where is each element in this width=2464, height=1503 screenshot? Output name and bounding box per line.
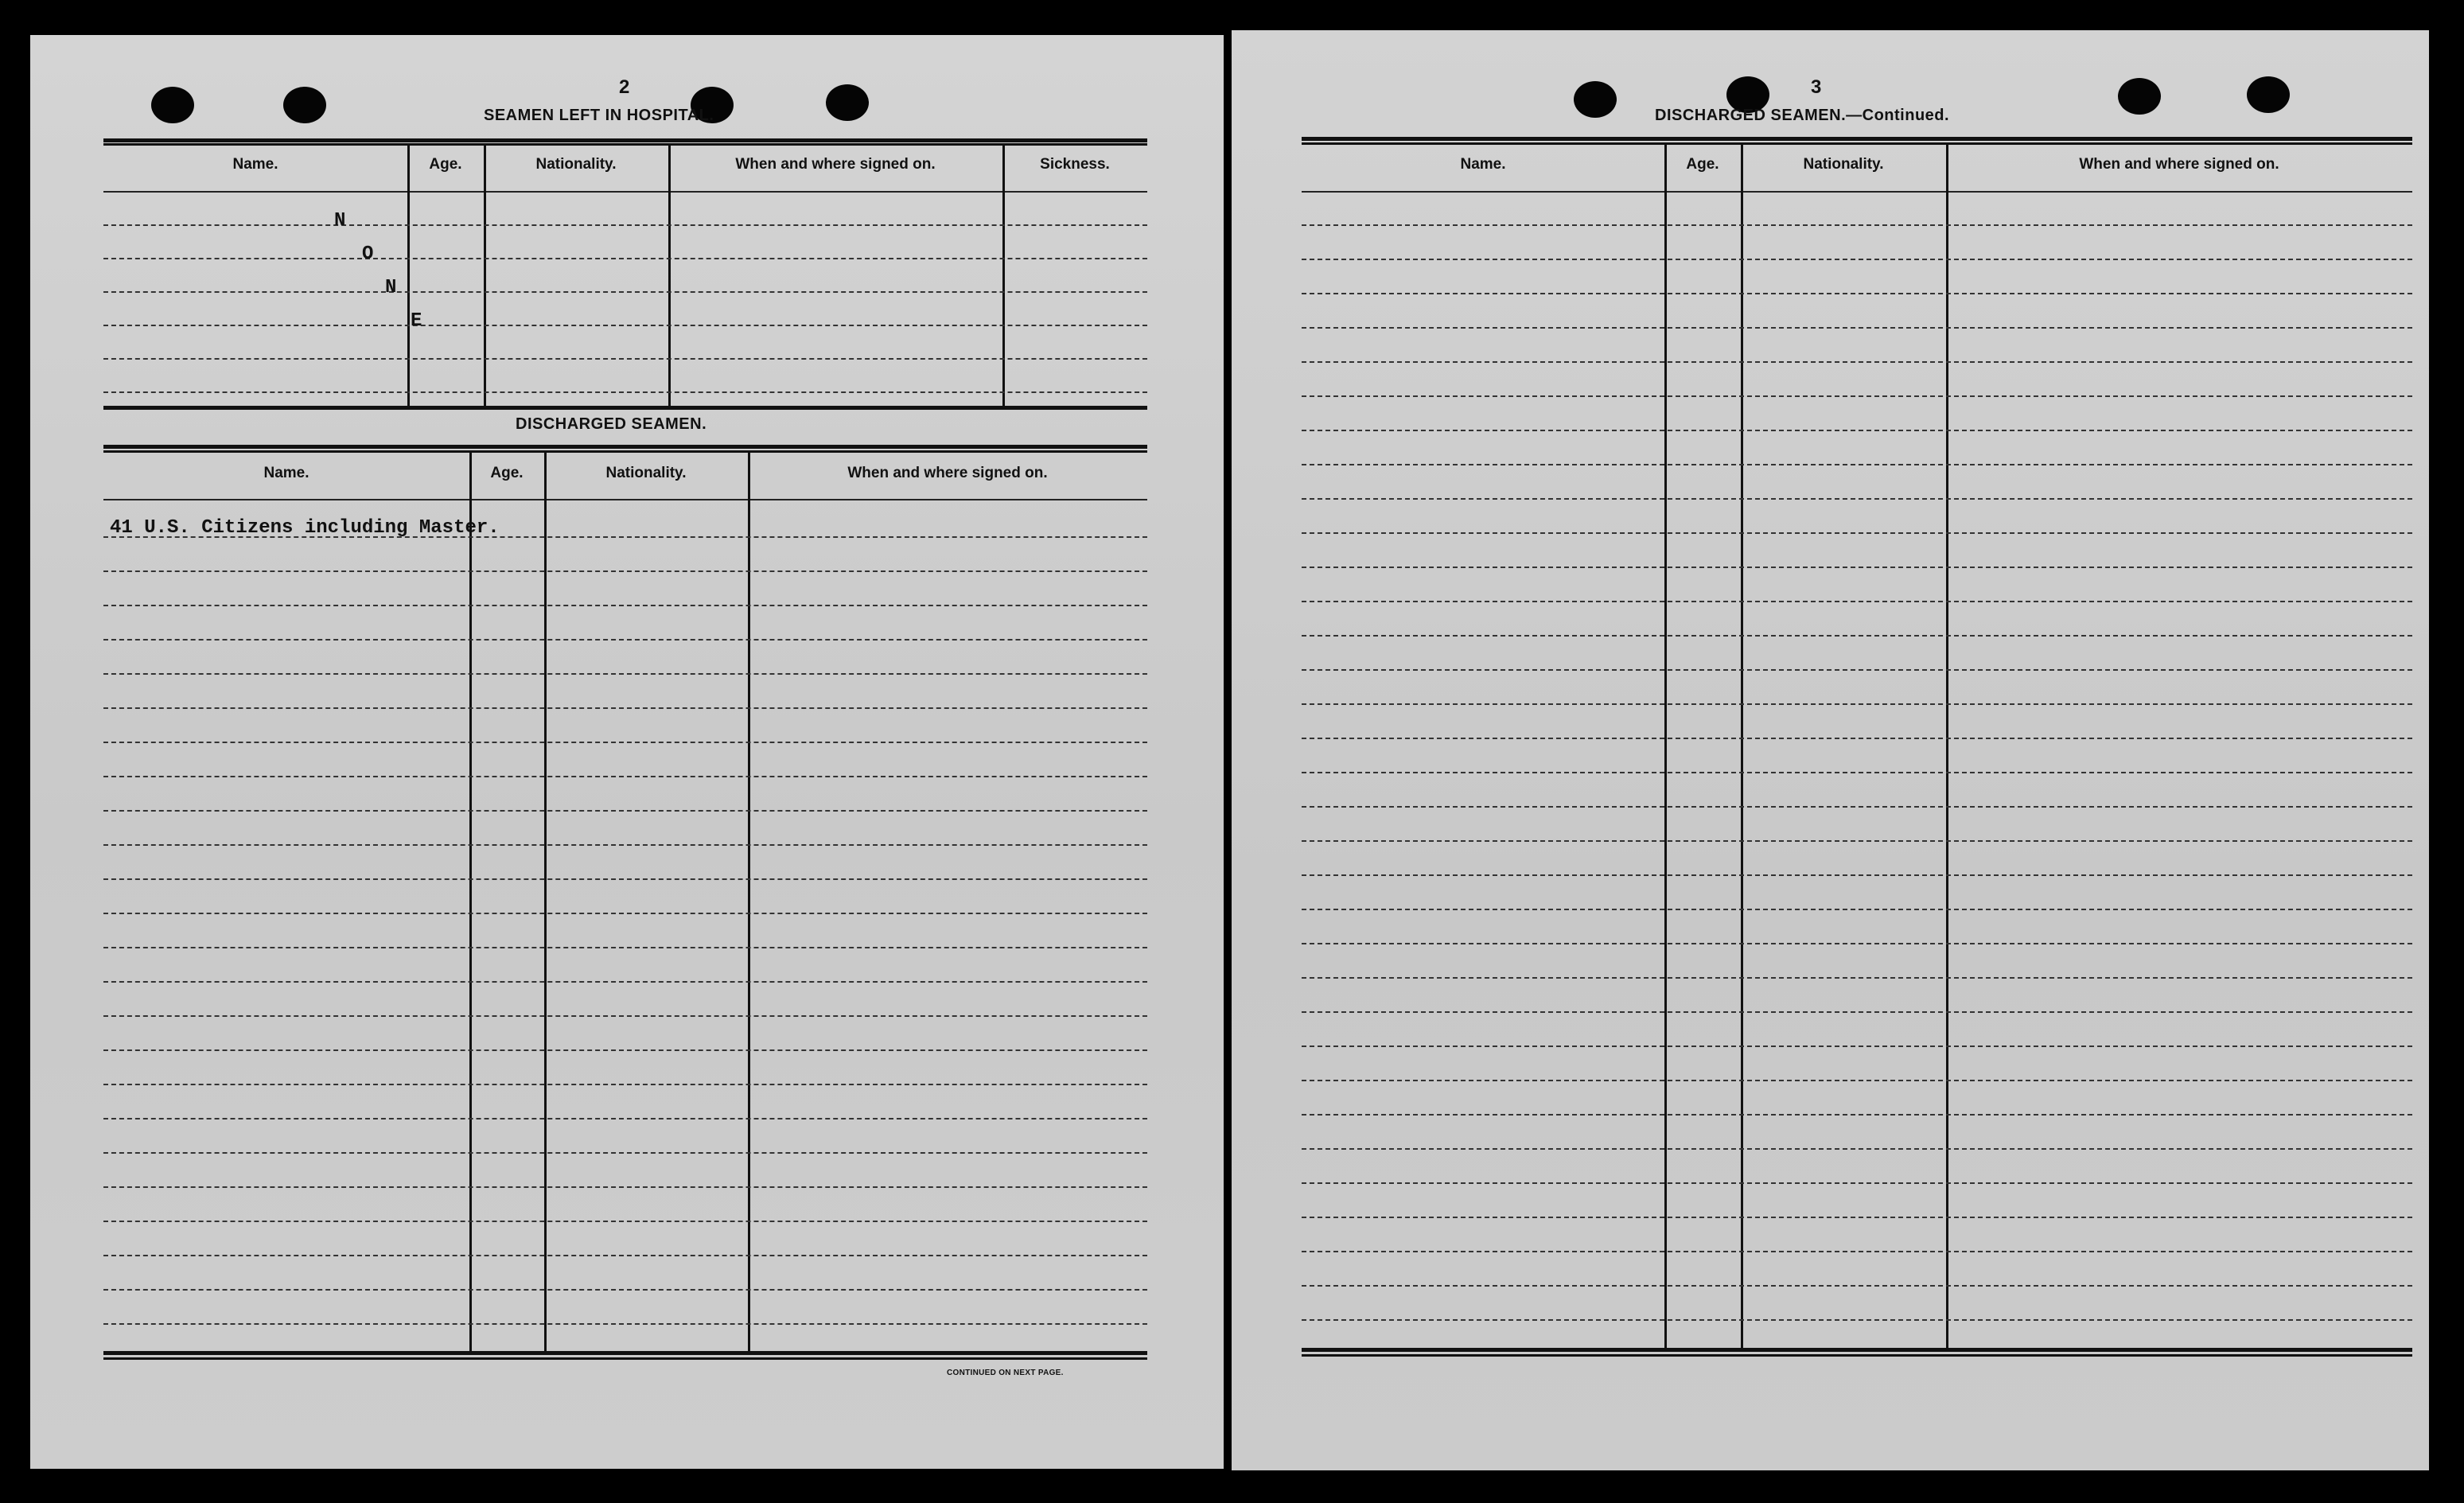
column-header-sickness: Sickness.: [1040, 156, 1110, 173]
ruled-line: [1302, 293, 2412, 294]
column-header-signed-on: When and where signed on.: [847, 465, 1048, 481]
ruled-line: [103, 673, 1147, 675]
column-header-nationality: Nationality.: [535, 156, 617, 173]
column-divider: [1664, 144, 1667, 1348]
typed-letter: O: [362, 243, 374, 265]
table-rule: [103, 138, 1147, 142]
column-divider: [668, 145, 671, 406]
discharged-section-title: DISCHARGED SEAMEN.: [516, 415, 707, 433]
continued-footer: CONTINUED ON NEXT PAGE.: [947, 1369, 1064, 1377]
punch-hole: [826, 84, 869, 121]
ruled-line: [1302, 1182, 2412, 1184]
punch-hole: [151, 87, 194, 123]
hospital-section-title: SEAMEN LEFT IN HOSPITAL.: [484, 107, 714, 124]
ruled-line: [1302, 1251, 2412, 1252]
ruled-line: [1302, 1114, 2412, 1116]
ruled-line: [103, 1015, 1147, 1017]
ruled-line: [103, 1289, 1147, 1291]
ruled-line: [1302, 1148, 2412, 1150]
ruled-line: [103, 391, 1147, 393]
ruled-line: [103, 570, 1147, 572]
ruled-line: [1302, 840, 2412, 842]
table-rule: [103, 445, 1147, 449]
ruled-line: [103, 810, 1147, 812]
column-header-name: Name.: [263, 465, 309, 481]
ruled-line: [103, 981, 1147, 983]
punch-hole: [1574, 81, 1617, 118]
ruled-line: [103, 1221, 1147, 1222]
ruled-line: [103, 742, 1147, 743]
table-rule: [103, 450, 1147, 453]
ruled-line: [103, 291, 1147, 293]
ruled-line: [103, 707, 1147, 709]
column-header-age: Age.: [1686, 156, 1719, 173]
table-rule: [103, 191, 1147, 193]
ruled-line: [1302, 601, 2412, 602]
table-rule: [103, 1351, 1147, 1355]
ruled-line: [103, 913, 1147, 914]
column-header-age: Age.: [429, 156, 462, 173]
ruled-line: [1302, 909, 2412, 910]
ruled-line: [103, 776, 1147, 777]
table-rule: [1302, 142, 2412, 145]
typed-letter: N: [385, 277, 397, 298]
ruled-line: [1302, 464, 2412, 465]
ruled-line: [103, 639, 1147, 641]
ruled-line: [1302, 327, 2412, 329]
column-header-nationality: Nationality.: [1803, 156, 1884, 173]
column-divider: [748, 452, 750, 1351]
table-rule: [103, 499, 1147, 500]
ruled-line: [1302, 567, 2412, 568]
column-divider: [407, 145, 410, 406]
ruled-line: [1302, 806, 2412, 808]
table-rule: [1302, 1354, 2412, 1357]
ruled-line: [1302, 1285, 2412, 1287]
ruled-line: [1302, 943, 2412, 944]
ruled-line: [103, 358, 1147, 360]
table-rule: [103, 143, 1147, 146]
column-header-age: Age.: [490, 465, 524, 481]
ruled-line: [103, 258, 1147, 259]
ruled-line: [1302, 259, 2412, 260]
ruled-line: [1302, 498, 2412, 500]
ruled-line: [103, 1084, 1147, 1085]
ruled-line: [103, 1186, 1147, 1188]
ruled-line: [1302, 977, 2412, 979]
ruled-line: [103, 1049, 1147, 1051]
ruled-line: [103, 1255, 1147, 1256]
column-divider: [1741, 144, 1743, 1348]
ruled-line: [1302, 635, 2412, 637]
ruled-line: [103, 947, 1147, 948]
ruled-line: [1302, 1045, 2412, 1047]
column-divider: [544, 452, 547, 1351]
ruled-line: [103, 325, 1147, 326]
column-header-signed-on: When and where signed on.: [2079, 156, 2279, 173]
column-divider: [469, 452, 472, 1351]
page-number: 2: [619, 76, 630, 98]
typed-letter: N: [334, 210, 346, 232]
ruled-line: [103, 1323, 1147, 1325]
ruled-line: [1302, 1080, 2412, 1081]
ruled-line: [1302, 703, 2412, 705]
column-divider: [484, 145, 486, 406]
column-header-name: Name.: [1460, 156, 1506, 173]
ruled-line: [1302, 669, 2412, 671]
ruled-line: [1302, 874, 2412, 876]
ruled-line: [103, 224, 1147, 226]
ruled-line: [1302, 395, 2412, 397]
discharged-continued-title: DISCHARGED SEAMEN.—Continued.: [1655, 107, 1950, 124]
ruled-line: [1302, 1217, 2412, 1218]
ruled-line: [1302, 361, 2412, 363]
column-header-name: Name.: [232, 156, 278, 173]
ruled-line: [1302, 224, 2412, 226]
table-rule: [1302, 191, 2412, 193]
punch-hole: [2118, 78, 2161, 115]
column-header-nationality: Nationality.: [605, 465, 687, 481]
ruled-line: [1302, 532, 2412, 534]
ruled-line: [103, 1152, 1147, 1154]
ruled-line: [1302, 1319, 2412, 1321]
punch-hole: [283, 87, 326, 123]
table-rule: [1302, 137, 2412, 141]
page-number: 3: [1811, 76, 1822, 98]
table-rule: [103, 406, 1147, 410]
table-rule: [103, 1357, 1147, 1360]
ruled-line: [103, 605, 1147, 606]
right-page: [1232, 30, 2429, 1470]
ruled-line: [1302, 738, 2412, 739]
typed-entry: 41 U.S. Citizens including Master.: [110, 517, 500, 539]
typed-letter: E: [411, 310, 422, 332]
column-divider: [1002, 145, 1005, 406]
ruled-line: [103, 844, 1147, 846]
column-header-signed-on: When and where signed on.: [735, 156, 936, 173]
left-page: [30, 35, 1224, 1469]
ruled-line: [103, 878, 1147, 880]
table-rule: [1302, 1348, 2412, 1352]
punch-hole: [2247, 76, 2290, 113]
ruled-line: [103, 1118, 1147, 1119]
ruled-line: [1302, 430, 2412, 431]
ruled-line: [1302, 772, 2412, 773]
ruled-line: [1302, 1011, 2412, 1013]
column-divider: [1946, 144, 1948, 1348]
